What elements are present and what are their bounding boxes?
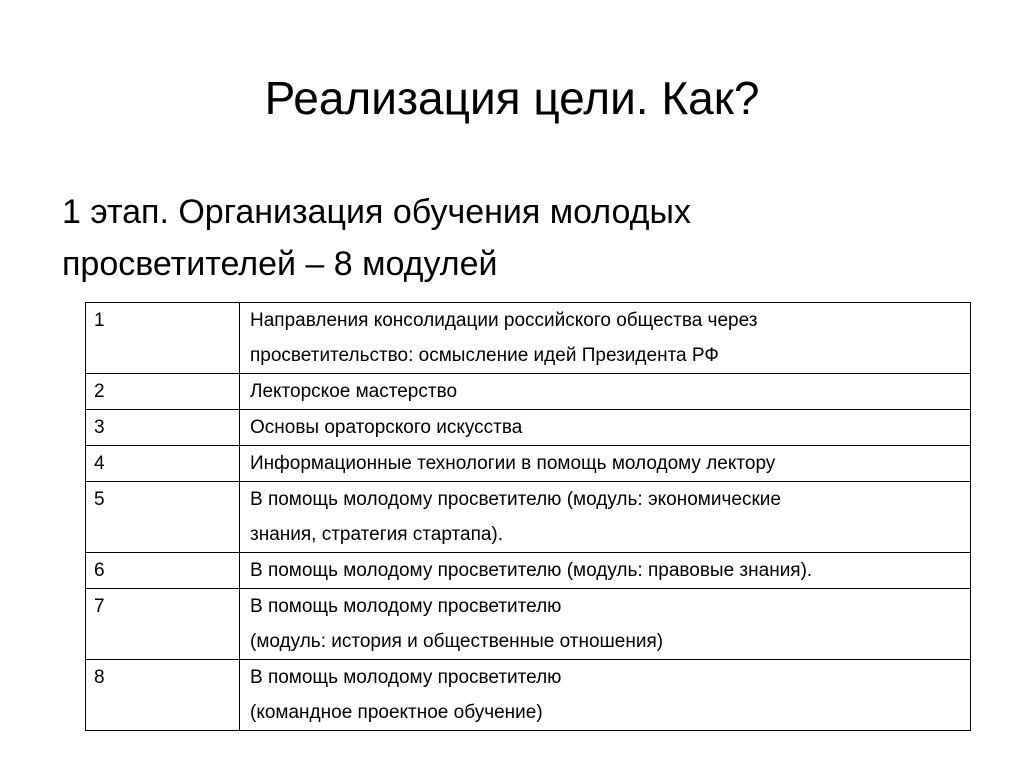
table-row <box>86 374 971 410</box>
module-number: 7 <box>86 589 240 660</box>
table-row <box>86 446 971 482</box>
module-description-line: Основы ораторского искусства <box>250 417 523 438</box>
module-description-line: Лекторское мастерство <box>250 381 458 402</box>
table-row <box>86 303 971 374</box>
table-row <box>86 410 971 446</box>
module-description-line: В помощь молодому просветителю <box>250 667 562 688</box>
module-description <box>240 303 971 374</box>
subtitle-line-2: просветителей – 8 модулей <box>62 245 498 283</box>
module-number: 2 <box>86 374 240 410</box>
module-number: 5 <box>86 482 240 553</box>
module-description-line: Информационные технологии в помощь молодому лектору <box>250 453 776 474</box>
subtitle-line-1: 1 этап. Организация обучения молодых <box>62 193 691 231</box>
module-description-line: Направления консолидации российского общества через <box>250 310 758 331</box>
module-description <box>240 410 971 446</box>
module-number: 1 <box>86 303 240 374</box>
module-description-line: В помощь молодому просветителю (модуль: экономические <box>250 489 781 510</box>
module-description <box>240 553 971 589</box>
slide-title: Реализация цели. Как? <box>264 72 760 124</box>
module-description-line: В помощь молодому просветителю <box>250 596 562 617</box>
module-description-line: (командное проектное обучение) <box>250 702 543 723</box>
module-number: 8 <box>86 660 240 731</box>
module-description <box>240 589 971 660</box>
module-number: 4 <box>86 446 240 482</box>
module-number: 6 <box>86 553 240 589</box>
table-row <box>86 660 971 731</box>
module-description <box>240 482 971 553</box>
module-description <box>240 374 971 410</box>
table-row <box>86 589 971 660</box>
module-description <box>240 446 971 482</box>
module-description-line: просветительство: осмысление идей Президента РФ <box>250 345 719 366</box>
table-row <box>86 482 971 553</box>
module-description-line: знания, стратегия стартапа). <box>250 524 504 545</box>
module-description <box>240 660 971 731</box>
module-description-line: В помощь молодому просветителю (модуль: правовые знания). <box>250 560 813 581</box>
module-number: 3 <box>86 410 240 446</box>
slide-subtitle <box>62 186 962 290</box>
modules-table <box>85 302 971 731</box>
table-row <box>86 553 971 589</box>
module-description-line: (модуль: история и общественные отношения) <box>250 631 664 652</box>
